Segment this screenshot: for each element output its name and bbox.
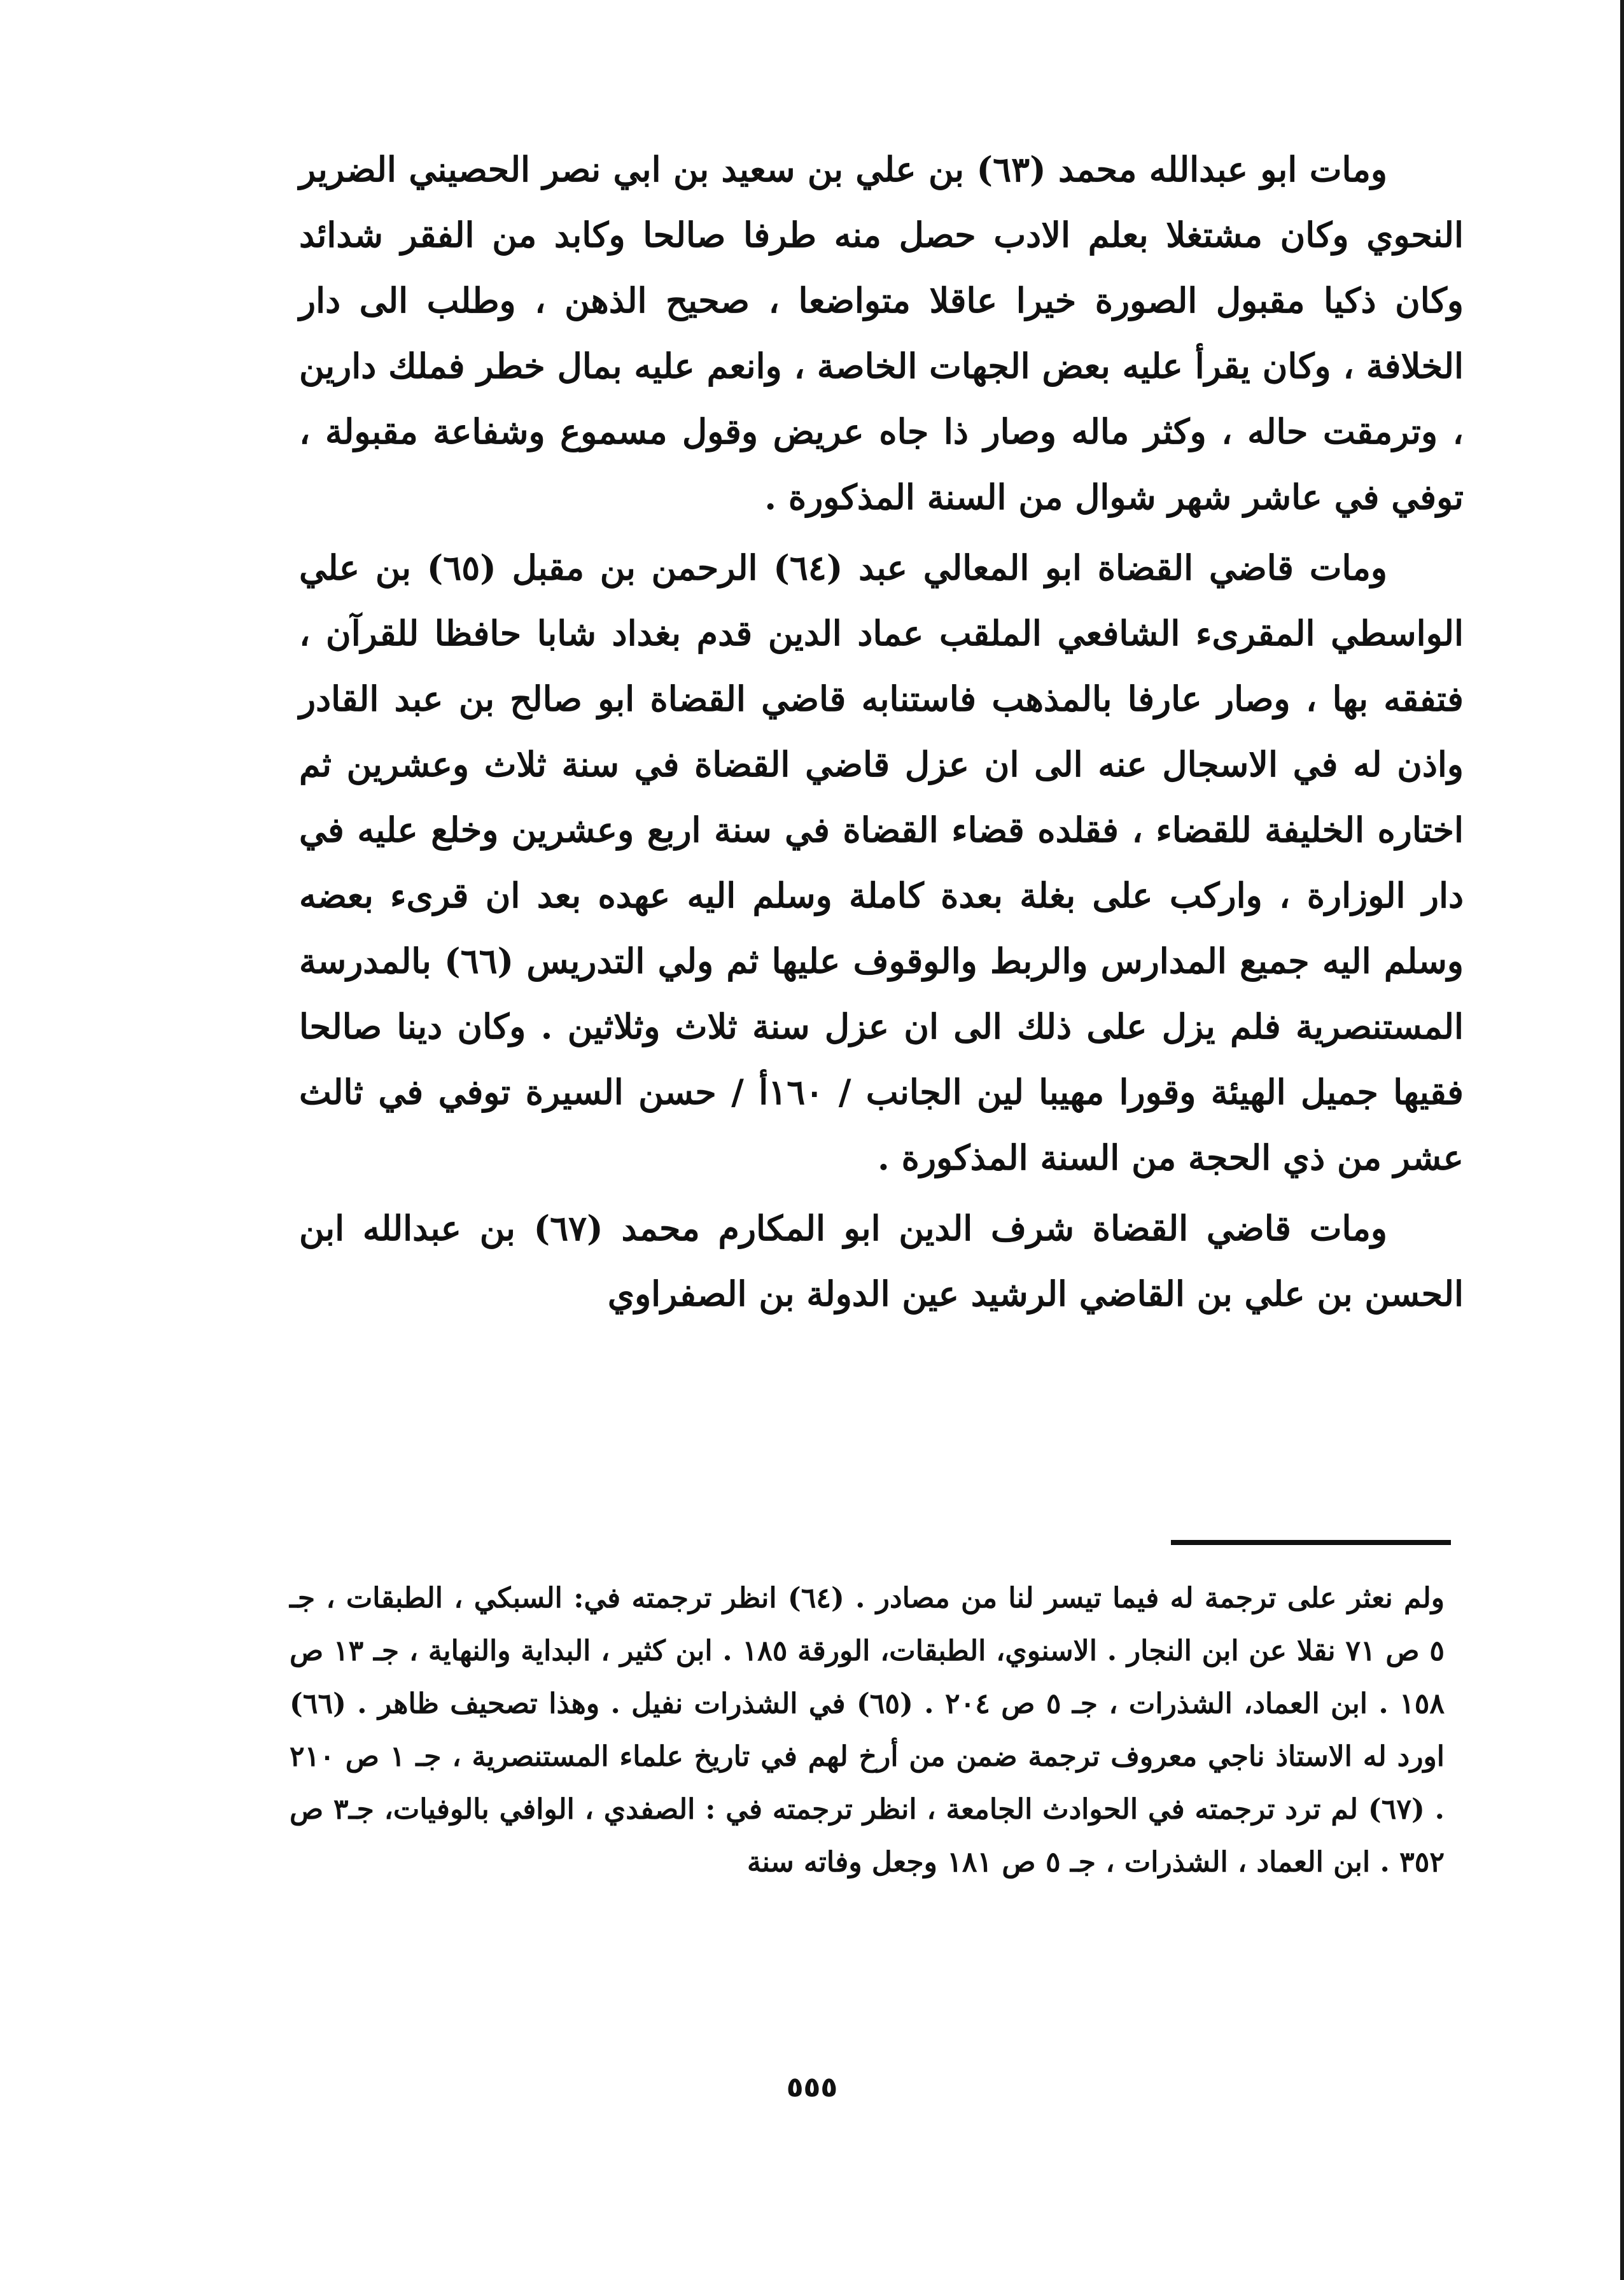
page-edge: [1620, 0, 1624, 2280]
paragraph-1: ومات ابو عبدالله محمد (٦٣) بن علي بن سعيد بن ابي نصر الحصيني الضرير النحوي وكان مشتغلا بعلم الادب حصل منه طرفا صالحا وكابد من الفقر شدائد وكان ذكيا مقبول الصورة خيرا عاقلا متواضعا ، صحيح الذهن ، وطلب الى دار الخلافة ، وكان يقرأ عليه بعض الجهات الخاصة ، وانعم عليه بمال خطر فملك دارين ، وترمقت حاله ، وكثر ماله وصار ذا جاه عريض وقول مسموع وشفاعة مقبولة ، توفي في عاشر شهر شوال من السنة المذكورة .: [299, 149, 1464, 517]
page-number: ٥٥٥: [786, 2071, 838, 2104]
footnotes-text: ولم نعثر على ترجمة له فيما تيسر لنا من مصادر . (٦٤) انظر ترجمته في: السبكي ، الطبقات ، جـ ٥ ص ٧١ نقلا عن ابن النجار . الاسنوي، الطبقات، الورقة ١٨٥ . ابن كثير ، البداية والنهاية ، جـ ١٣ ص ١٥٨ . ابن العماد، الشذرات ، جـ ٥ ص ٢٠٤ . (٦٥) في الشذرات نفيل . وهذا تصحيف ظاهر . (٦٦) اورد له الاستاذ ناجي معروف ترجمة ضمن من أرخ لهم في تاريخ علماء المستنصرية ، جـ ١ ص ٢١٠ . (٦٧) لم ترد ترجمته في الحوادث الجامعة ، انظر ترجمته في : الصفدي ، الوافي بالوفيات، جـ٣ ص ٣٥٢ . ابن العماد ، الشذرات ، جـ ٥ ص ١٨١ وجعل وفاته سنة: [290, 1582, 1445, 1878]
footnotes: [290, 1572, 1445, 1889]
paragraph-2: ومات قاضي القضاة ابو المعالي عبد (٦٤) الرحمن بن مقبل (٦٥) بن علي الواسطي المقرىء الشافعي الملقب عماد الدين قدم بغداد شابا حافظا للقرآن ، فتفقه بها ، وصار عارفا بالمذهب فاستنابه قاضي القضاة ابو صالح بن عبد القادر واذن له في الاسجال عنه الى ان عزل قاضي القضاة في سنة ثلاث وعشرين ثم اختاره الخليفة للقضاء ، فقلده قضاء القضاة في سنة اربع وعشرين وخلع عليه في دار الوزارة ، واركب على بغلة بعدة كاملة وسلم اليه عهده بعد ان قرىء بعضه وسلم اليه جميع المدارس والربط والوقوف عليها ثم ولي التدريس (٦٦) بالمدرسة المستنصرية فلم يزل على ذلك الى ان عزل سنة ثلاث وثلاثين . وكان دينا صالحا فقيها جميل الهيئة وقورا مهيبا لين الجانب / ١٦٠أ / حسن السيرة توفي في ثالث عشر من ذي الحجة من السنة المذكورة .: [299, 547, 1464, 1178]
footnote-separator: [1171, 1540, 1451, 1545]
main-text: [299, 137, 1464, 1327]
paragraph-3: ومات قاضي القضاة شرف الدين ابو المكارم محمد (٦٧) بن عبدالله ابن الحسن بن علي بن القاضي الرشيد عين الدولة بن الصفراوي: [299, 1208, 1464, 1314]
